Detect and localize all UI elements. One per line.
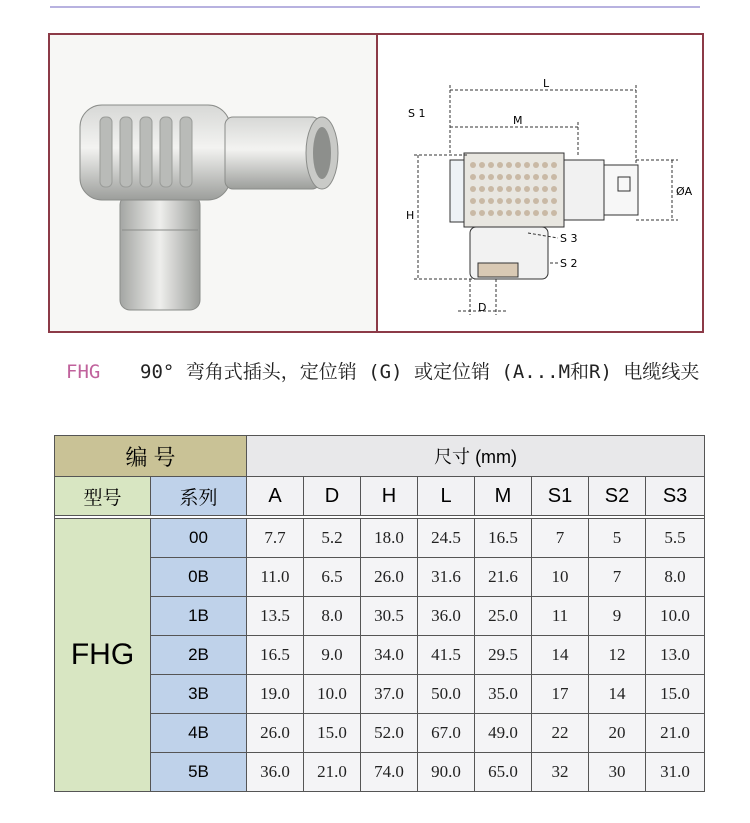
dim-value-h: 34.0 — [361, 636, 418, 675]
dim-label-L: L — [543, 77, 550, 90]
dim-value-l: 36.0 — [418, 597, 475, 636]
dim-value-d: 10.0 — [304, 675, 361, 714]
dim-value-a: 19.0 — [247, 675, 304, 714]
dim-label-S2: S 2 — [560, 257, 578, 270]
table-header-row-1 — [55, 436, 705, 477]
dim-value-l: 50.0 — [418, 675, 475, 714]
dim-value-s3: 15.0 — [646, 675, 705, 714]
header-model: 型号 — [55, 477, 151, 516]
dim-value-s2: 30 — [589, 753, 646, 792]
dim-value-s1: 32 — [532, 753, 589, 792]
table-row — [55, 675, 705, 714]
caption-description: 90° 弯角式插头，定位销 (G) 或定位销 (A...M和R) 电缆线夹 — [140, 361, 700, 383]
dim-value-h: 52.0 — [361, 714, 418, 753]
dim-value-s3: 21.0 — [646, 714, 705, 753]
header-col-S3: S3 — [646, 477, 705, 516]
caption-model: FHG — [66, 361, 101, 383]
dim-value-a: 11.0 — [247, 558, 304, 597]
dim-label-S1: S 1 — [408, 107, 426, 120]
dim-value-m: 16.5 — [475, 519, 532, 558]
dim-value-s1: 11 — [532, 597, 589, 636]
dim-value-s2: 12 — [589, 636, 646, 675]
dim-value-s2: 5 — [589, 519, 646, 558]
dim-value-a: 7.7 — [247, 519, 304, 558]
top-rule — [50, 6, 700, 8]
header-code: 编 号 — [55, 436, 247, 477]
dim-value-l: 90.0 — [418, 753, 475, 792]
dim-value-a: 16.5 — [247, 636, 304, 675]
dim-label-M: M — [513, 114, 523, 127]
dim-value-s3: 8.0 — [646, 558, 705, 597]
dim-value-h: 37.0 — [361, 675, 418, 714]
header-col-M: M — [475, 477, 532, 516]
dim-value-d: 21.0 — [304, 753, 361, 792]
dim-value-d: 15.0 — [304, 714, 361, 753]
dim-label-A: ØA — [676, 185, 693, 198]
dim-value-a: 26.0 — [247, 714, 304, 753]
dim-value-s1: 14 — [532, 636, 589, 675]
dim-value-d: 6.5 — [304, 558, 361, 597]
dim-value-s3: 10.0 — [646, 597, 705, 636]
dim-value-s1: 7 — [532, 519, 589, 558]
dim-value-l: 41.5 — [418, 636, 475, 675]
series-cell: 3B — [151, 675, 247, 714]
dim-value-l: 24.5 — [418, 519, 475, 558]
dim-value-s2: 9 — [589, 597, 646, 636]
dim-value-l: 31.6 — [418, 558, 475, 597]
connector-photo-illustration — [50, 35, 376, 331]
series-cell: 0B — [151, 558, 247, 597]
dim-value-m: 21.6 — [475, 558, 532, 597]
dim-value-m: 65.0 — [475, 753, 532, 792]
dim-value-s3: 31.0 — [646, 753, 705, 792]
table-row — [55, 753, 705, 792]
series-cell: 5B — [151, 753, 247, 792]
header-series: 系列 — [151, 477, 247, 516]
dim-value-d: 9.0 — [304, 636, 361, 675]
table-header-row-2 — [55, 477, 705, 516]
table-row — [55, 714, 705, 753]
series-cell: 00 — [151, 519, 247, 558]
table-row — [55, 558, 705, 597]
dim-value-s1: 22 — [532, 714, 589, 753]
header-col-H: H — [361, 477, 418, 516]
dim-value-m: 35.0 — [475, 675, 532, 714]
header-col-S1: S1 — [532, 477, 589, 516]
series-cell: 1B — [151, 597, 247, 636]
dim-value-h: 30.5 — [361, 597, 418, 636]
header-col-A: A — [247, 477, 304, 516]
dim-value-s2: 14 — [589, 675, 646, 714]
dim-value-d: 5.2 — [304, 519, 361, 558]
dim-value-h: 18.0 — [361, 519, 418, 558]
dim-value-s3: 13.0 — [646, 636, 705, 675]
dim-value-a: 13.5 — [247, 597, 304, 636]
connector-photo — [50, 35, 376, 331]
series-cell: 4B — [151, 714, 247, 753]
header-col-D: D — [304, 477, 361, 516]
figure-panel — [48, 33, 704, 333]
dim-value-h: 74.0 — [361, 753, 418, 792]
dim-value-s1: 17 — [532, 675, 589, 714]
table-row — [55, 597, 705, 636]
dim-value-s1: 10 — [532, 558, 589, 597]
dimension-drawing — [378, 35, 702, 331]
table-row — [55, 519, 705, 558]
dim-value-m: 49.0 — [475, 714, 532, 753]
header-dimensions: 尺寸 (mm) — [247, 436, 705, 477]
dim-value-m: 29.5 — [475, 636, 532, 675]
dim-value-d: 8.0 — [304, 597, 361, 636]
dim-value-s2: 7 — [589, 558, 646, 597]
model-cell: FHG — [55, 519, 151, 792]
dim-label-H: H — [406, 209, 415, 222]
dim-label-S3: S 3 — [560, 232, 578, 245]
dim-value-s3: 5.5 — [646, 519, 705, 558]
table-row — [55, 636, 705, 675]
dim-value-l: 67.0 — [418, 714, 475, 753]
dim-value-a: 36.0 — [247, 753, 304, 792]
technical-drawing — [378, 35, 702, 331]
dim-value-s2: 20 — [589, 714, 646, 753]
header-col-L: L — [418, 477, 475, 516]
dimension-table — [54, 435, 705, 792]
series-cell: 2B — [151, 636, 247, 675]
header-col-S2: S2 — [589, 477, 646, 516]
dim-label-D: D — [478, 301, 487, 314]
dim-value-h: 26.0 — [361, 558, 418, 597]
dim-value-m: 25.0 — [475, 597, 532, 636]
